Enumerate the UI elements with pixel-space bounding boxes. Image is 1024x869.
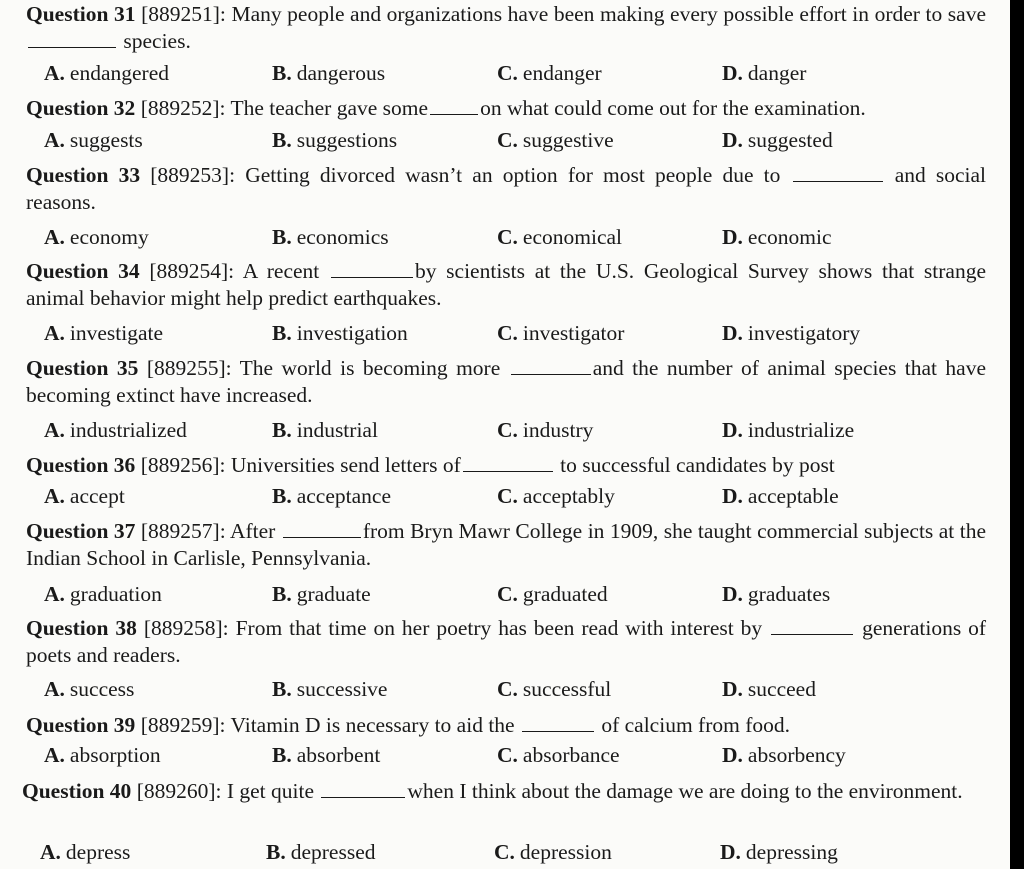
option-c[interactable]: C. acceptably [497, 484, 615, 508]
question-id: [889258]: [143, 616, 229, 640]
option-d[interactable]: D. depressing [720, 840, 838, 864]
option-a[interactable]: A. graduation [44, 582, 162, 606]
question-text-after: to successful candidates by post [560, 453, 835, 477]
option-d[interactable]: D. graduates [722, 582, 831, 606]
option-a[interactable]: A. endangered [44, 61, 169, 85]
answer-blank [430, 96, 478, 115]
option-b[interactable]: B. depressed [266, 840, 376, 864]
question-label: Question 35 [26, 356, 139, 380]
options-37 [0, 579, 1010, 609]
question-id: [889251]: [141, 2, 226, 26]
question-text-before: A recent [242, 259, 320, 283]
option-a[interactable]: A. investigate [44, 321, 164, 345]
question-37 [26, 518, 986, 572]
question-34 [26, 258, 986, 312]
option-d[interactable]: D. suggested [722, 128, 833, 152]
question-id: [889257]: [140, 519, 226, 543]
option-c[interactable]: C. investigator [497, 321, 625, 345]
options-33 [0, 222, 1010, 252]
options-40 [0, 837, 1010, 867]
question-id: [889255]: [146, 356, 232, 380]
question-label: Question 39 [26, 713, 136, 737]
option-c[interactable]: C. successful [497, 677, 612, 701]
option-b[interactable]: B. acceptance [272, 484, 391, 508]
question-id: [889254]: [149, 259, 235, 283]
option-b[interactable]: B. graduate [272, 582, 371, 606]
question-40 [22, 778, 982, 805]
question-text-after: on what could come out for the examination. [480, 96, 866, 120]
question-text-before: The world is becoming more [239, 356, 501, 380]
question-35 [26, 355, 986, 409]
answer-blank [331, 259, 413, 278]
answer-blank [511, 356, 591, 375]
options-34 [0, 318, 1010, 348]
option-c[interactable]: C. industry [497, 418, 594, 442]
option-c[interactable]: C. graduated [497, 582, 608, 606]
option-c[interactable]: C. suggestive [497, 128, 614, 152]
question-id: [889259]: [140, 713, 226, 737]
option-d[interactable]: D. economic [722, 225, 832, 249]
answer-blank [771, 616, 853, 635]
question-text-before: From that time on her poetry has been read with interest by [235, 616, 763, 640]
question-label: Question 31 [26, 2, 136, 26]
option-d[interactable]: D. investigatory [722, 321, 861, 345]
question-text-after: and the number of animal species that have becoming extinct have increased. [26, 356, 987, 407]
question-text-after: by scientists at the U.S. Geological Survey shows that strange animal behavior might help predict earthquakes. [26, 259, 987, 310]
question-39 [26, 712, 986, 739]
option-c[interactable]: C. endanger [497, 61, 602, 85]
question-text-after: generations of poets and readers. [26, 616, 987, 667]
option-d[interactable]: D. succeed [722, 677, 816, 701]
question-text-after: of calcium from food. [601, 713, 791, 737]
question-text-before: The teacher gave some [230, 96, 429, 120]
question-label: Question 33 [26, 163, 141, 187]
option-c[interactable]: C. depression [494, 840, 612, 864]
options-38 [0, 674, 1010, 704]
question-text-before: Universities send letters of [230, 453, 461, 477]
option-b[interactable]: B. investigation [272, 321, 408, 345]
question-33 [26, 162, 986, 216]
option-b[interactable]: B. successive [272, 677, 388, 701]
options-36 [0, 481, 1010, 511]
option-a[interactable]: A. absorption [44, 743, 161, 767]
option-d[interactable]: D. absorbency [722, 743, 846, 767]
option-d[interactable]: D. acceptable [722, 484, 839, 508]
question-31 [26, 1, 986, 55]
answer-blank [793, 163, 883, 182]
answer-blank [28, 29, 116, 48]
option-b[interactable]: B. dangerous [272, 61, 386, 85]
question-text-before: Many people and organizations have been making every possible effort in order to save [231, 2, 987, 26]
answer-blank [283, 519, 361, 538]
question-text-after: and social reasons. [26, 163, 987, 214]
question-32 [26, 95, 986, 122]
option-b[interactable]: B. suggestions [272, 128, 398, 152]
question-id: [889253]: [150, 163, 236, 187]
option-a[interactable]: A. industrialized [44, 418, 187, 442]
options-39 [0, 740, 1010, 770]
question-text-after: from Bryn Mawr College in 1909, she taught commercial subjects at the Indian School in Carlisle, Pennsylvania. [26, 519, 986, 570]
question-38 [26, 615, 986, 669]
answer-blank [522, 713, 594, 732]
option-b[interactable]: B. absorbent [272, 743, 381, 767]
question-label: Question 37 [26, 519, 136, 543]
option-a[interactable]: A. accept [44, 484, 125, 508]
option-c[interactable]: C. absorbance [497, 743, 620, 767]
question-text-before: After [229, 519, 276, 543]
question-id: [889252]: [140, 96, 226, 120]
question-label: Question 34 [26, 259, 140, 283]
option-a[interactable]: A. economy [44, 225, 149, 249]
question-text-before: Vitamin D is necessary to aid the [230, 713, 515, 737]
question-id: [889260]: [136, 779, 222, 803]
options-35 [0, 415, 1010, 445]
question-label: Question 32 [26, 96, 136, 120]
question-label: Question 36 [26, 453, 136, 477]
option-c[interactable]: C. economical [497, 225, 622, 249]
question-id: [889256]: [140, 453, 226, 477]
option-d[interactable]: D. danger [722, 61, 807, 85]
question-label: Question 38 [26, 616, 137, 640]
option-b[interactable]: B. industrial [272, 418, 378, 442]
option-b[interactable]: B. economics [272, 225, 389, 249]
option-a[interactable]: A. depress [40, 840, 131, 864]
question-text-after: when I think about the damage we are doing to the environment. [407, 779, 963, 803]
question-text-before: I get quite [226, 779, 315, 803]
option-a[interactable]: A. success [44, 677, 135, 701]
question-text-before: Getting divorced wasn’t an option for most people due to [245, 163, 781, 187]
question-36 [26, 452, 986, 479]
options-31 [0, 58, 1010, 88]
options-32 [0, 125, 1010, 155]
option-a[interactable]: A. suggests [44, 128, 143, 152]
option-d[interactable]: D. industrialize [722, 418, 855, 442]
question-text-after: species. [123, 29, 191, 53]
answer-blank [321, 779, 405, 798]
question-label: Question 40 [22, 779, 132, 803]
answer-blank [463, 453, 553, 472]
